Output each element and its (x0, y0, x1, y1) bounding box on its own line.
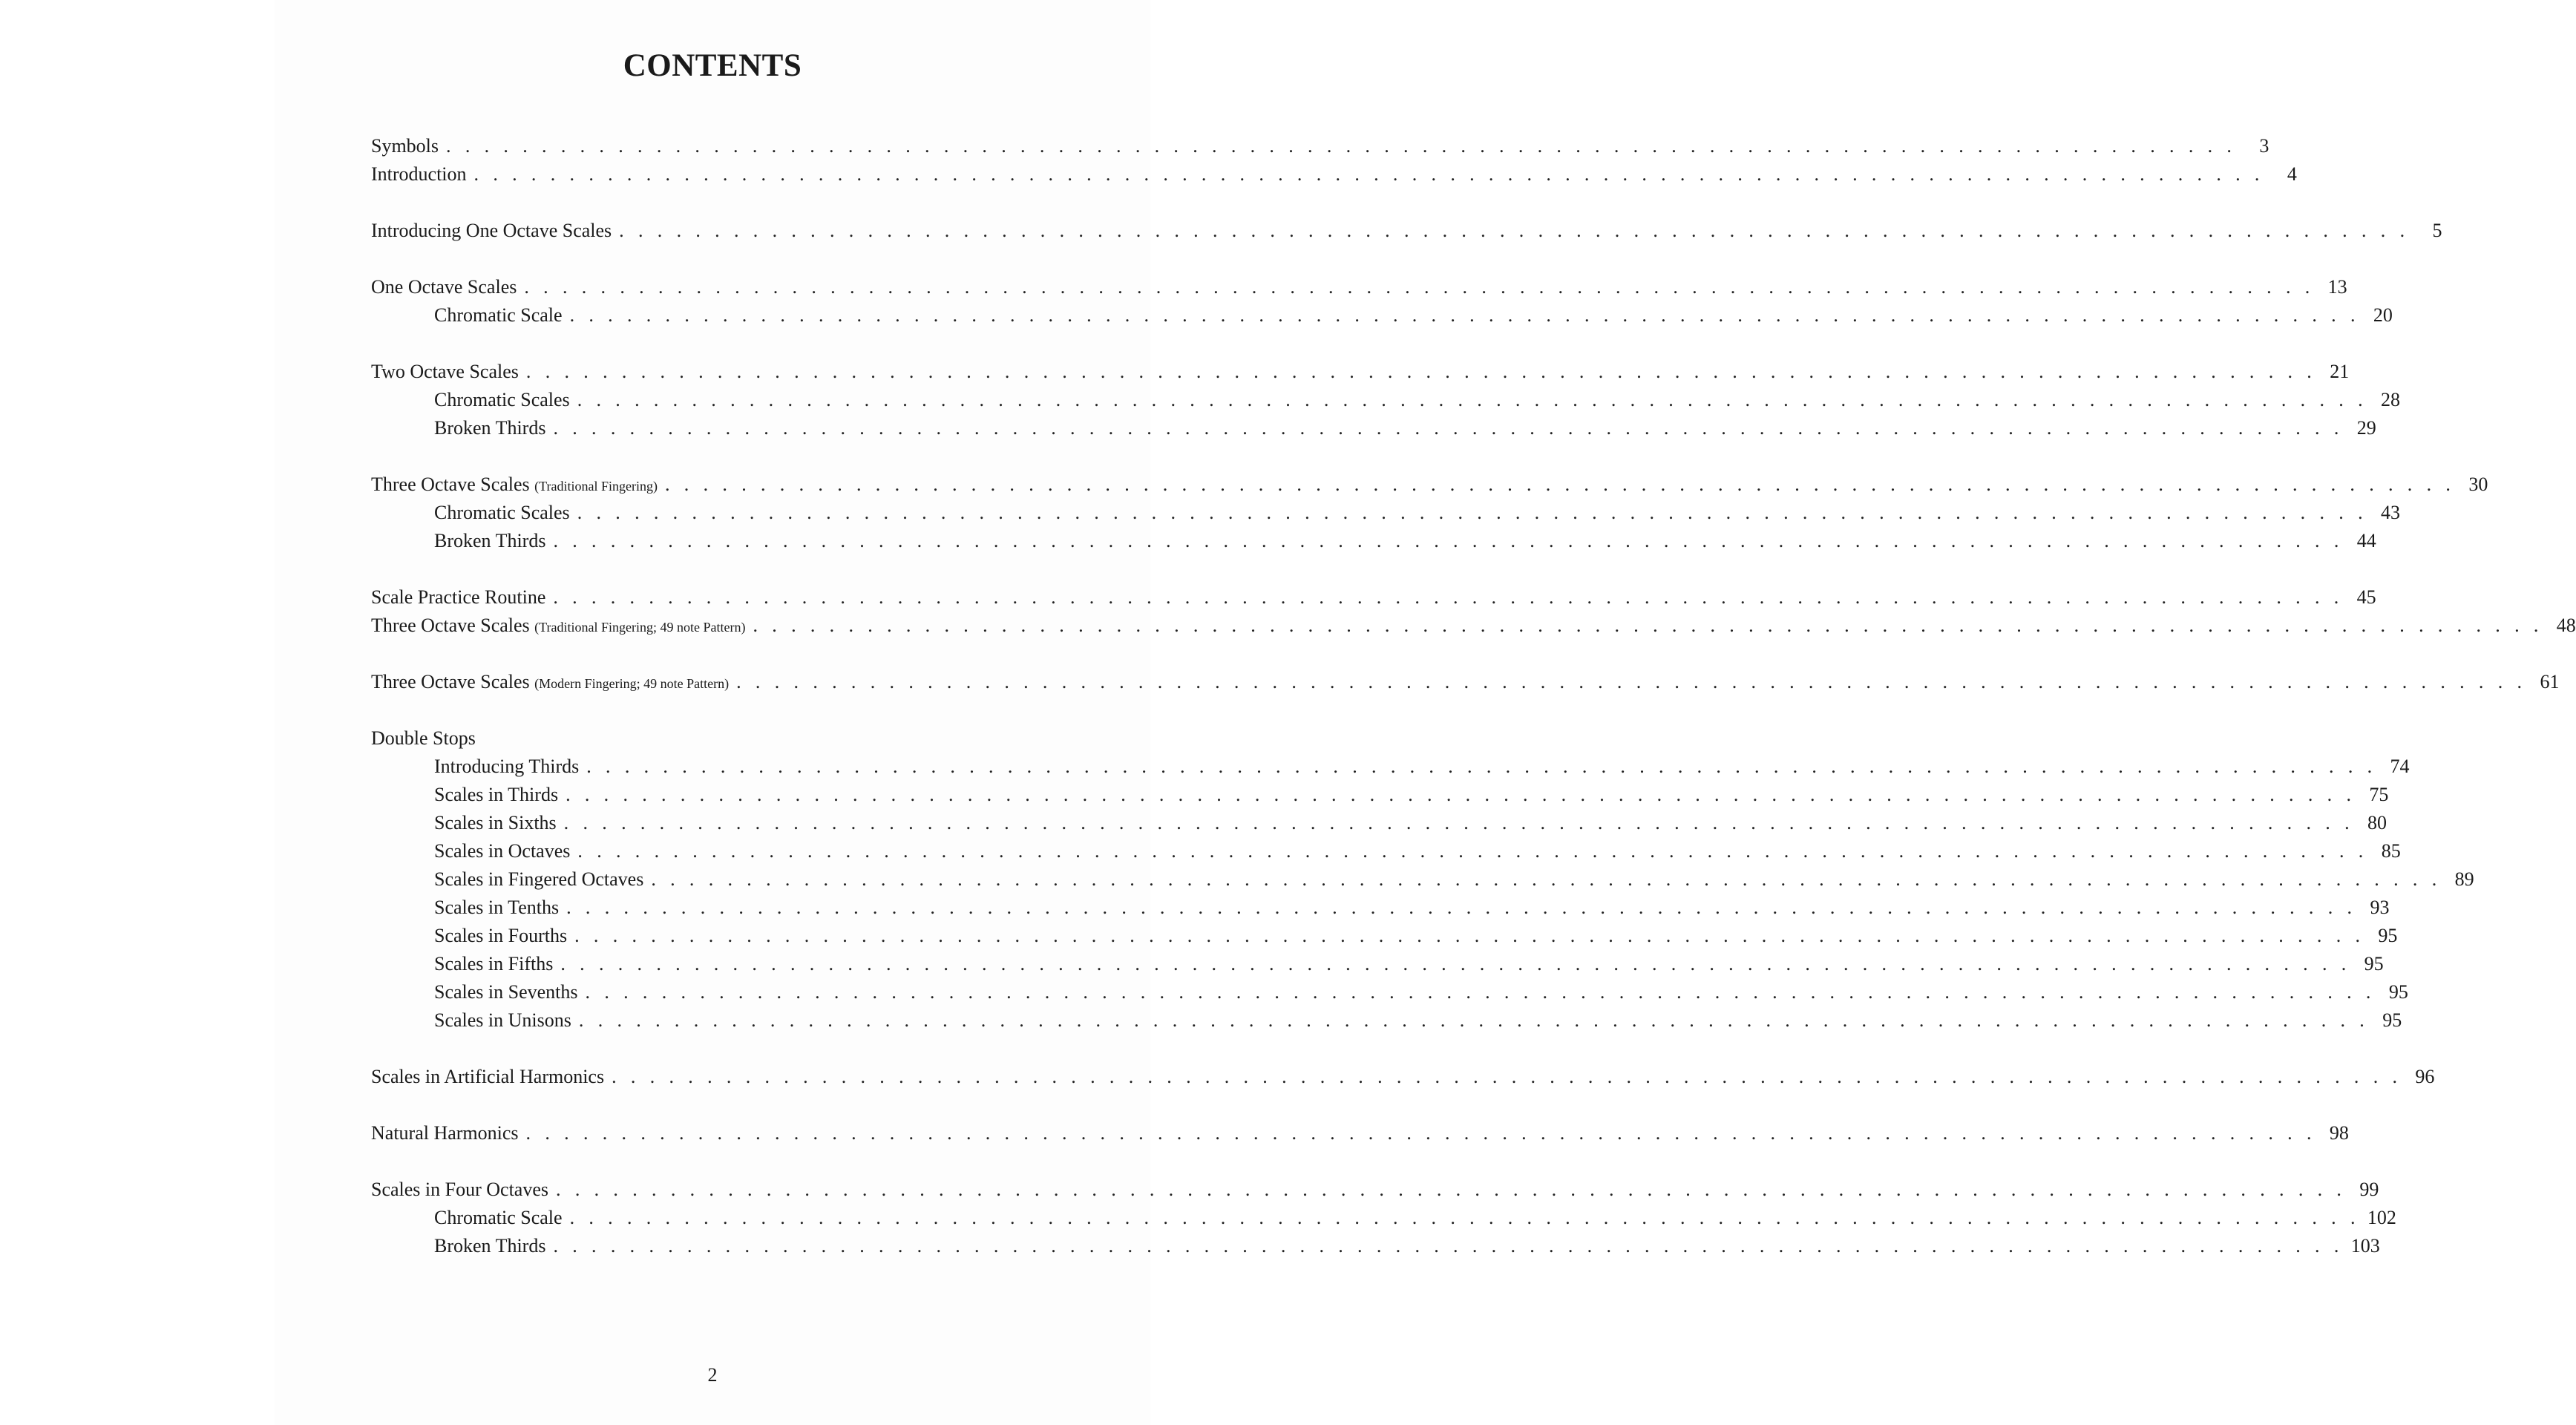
entry-page: 103 (2350, 1235, 2380, 1257)
dot-leader: . . . . . . . . . . . . . . . . . . . . . . . . . . . . . . . . . . . . . . . . . . . . . . . . . . . . . . . . . . . . . . . . . . . . . . . . . . . . . . . . . . . . . . . . . . . . . . (577, 502, 2367, 523)
entry-page: 48 (2556, 615, 2576, 636)
entry-title: Three Octave Scales (371, 615, 530, 636)
entry-page: 29 (2356, 417, 2376, 439)
entry-page: 5 (2432, 220, 2442, 241)
toc-subentry (371, 753, 2410, 781)
dot-leader: . . . . . . . . . . . . . . . . . . . . . . . . . . . . . . . . . . . . . . . . . . . . . . . . . . . . . . . . . . . . . . . . . . . . . . . . . . . . . . . . . . . . . . . . . . . . . . (651, 868, 2442, 890)
entry-label: Scales in Fifths (434, 953, 554, 974)
dot-leader: . . . . . . . . . . . . . . . . . . . . . . . . . . . . . . . . . . . . . . . . . . . . . . . . . . . . . . . . . . . . . . . . . . . . . . . . . . . . . . . . . . . . . . . . . . . . . . (553, 586, 2344, 608)
entry-page: 61 (2540, 671, 2560, 692)
page-title: CONTENTS (623, 48, 802, 83)
dot-leader: . . . . . . . . . . . . . . . . . . . . . . . . . . . . . . . . . . . . . . . . . . . . . . . . . . . . . . . . . . . . . . . . . . . . . . . . . . . . . . . . . . . . . . . . . . . . . . (473, 163, 2264, 185)
entry-label: Chromatic Scale (434, 1207, 563, 1228)
toc-entry (371, 1063, 2435, 1091)
toc-entry (371, 1176, 2379, 1204)
entry-label: Scales in Fourths (434, 925, 568, 946)
entry-label: Scales in Thirds (434, 784, 559, 805)
entry-note: (Traditional Fingering) (534, 479, 658, 494)
entry-label: Broken Thirds (434, 530, 546, 551)
entry-page: 75 (2369, 784, 2389, 805)
dot-leader: . . . . . . . . . . . . . . . . . . . . . . . . . . . . . . . . . . . . . . . . . . . . . . . . . . . . . . . . . . . . . . . . . . . . . . . . . . . . . . . . . . . . . . . . . . . . . . (563, 812, 2354, 833)
toc-entry (371, 668, 2560, 696)
dot-leader: . . . . . . . . . . . . . . . . . . . . . . . . . . . . . . . . . . . . . . . . . . . . . . . . . . . . . . . . . . . . . . . . . . . . . . . . . . . . . . . . . . . . . . . . . . . . . . (566, 897, 2357, 918)
entry-page: 74 (2390, 756, 2410, 777)
dot-leader: . . . . . . . . . . . . . . . . . . . . . . . . . . . . . . . . . . . . . . . . . . . . . . . . . . . . . . . . . . . . . . . . . . . . . . . . . . . . . . . . . . . . . . . . . . . . . . (524, 276, 2315, 298)
dot-leader: . . . . . . . . . . . . . . . . . . . . . . . . . . . . . . . . . . . . . . . . . . . . . . . . . . . . . . . . . . . . . . . . . . . . . . . . . . . . . . . . . . . . . . . . . . . . . . (569, 304, 2360, 326)
entry-page: 28 (2381, 389, 2400, 410)
dot-leader: . . . . . . . . . . . . . . . . . . . . . . . . . . . . . . . . . . . . . . . . . . . . . . . . . . . . . . . . . . . . . . . . . . . . . . . . . . . . . . . . . . . . . . . . . . . . . . (736, 671, 2527, 692)
entry-label: Introducing Thirds (434, 756, 580, 777)
toc-subentry (371, 1204, 2396, 1232)
toc-entry (371, 132, 2269, 160)
entry-label: Scales in Artificial Harmonics (371, 1066, 605, 1087)
toc-subentry (371, 499, 2400, 527)
dot-leader: . . . . . . . . . . . . . . . . . . . . . . . . . . . . . . . . . . . . . . . . . . . . . . . . . . . . . . . . . . . . . . . . . . . . . . . . . . . . . . . . . . . . . . . . . . . . . . (753, 615, 2543, 636)
toc-section-heading (371, 724, 1057, 753)
dot-leader: . . . . . . . . . . . . . . . . . . . . . . . . . . . . . . . . . . . . . . . . . . . . . . . . . . . . . . . . . . . . . . . . . . . . . . . . . . . . . . . . . . . . . . . . . . . . . . (665, 474, 2456, 495)
dot-leader: . . . . . . . . . . . . . . . . . . . . . . . . . . . . . . . . . . . . . . . . . . . . . . . . . . . . . . . . . . . . . . . . . . . . . . . . . . . . . . . . . . . . . . . . . . . . . . (525, 361, 2317, 382)
dot-leader: . . . . . . . . . . . . . . . . . . . . . . . . . . . . . . . . . . . . . . . . . . . . . . . . . . . . . . . . . . . . . . . . . . . . . . . . . . . . . . . . . . . . . . . . . . . . . . (560, 953, 2351, 974)
toc-subentry (371, 978, 2408, 1006)
entry-label: Introducing One Octave Scales (371, 220, 612, 241)
entry-page: 13 (2327, 276, 2347, 298)
dot-leader: . . . . . . . . . . . . . . . . . . . . . . . . . . . . . . . . . . . . . . . . . . . . . . . . . . . . . . . . . . . . . . . . . . . . . . . . . . . . . . . . . . . . . . . . . . . . . . (566, 784, 2356, 805)
entry-page: 43 (2381, 502, 2400, 523)
dot-leader: . . . . . . . . . . . . . . . . . . . . . . . . . . . . . . . . . . . . . . . . . . . . . . . . . . . . . . . . . . . . . . . . . . . . . . . . . . . . . . . . . . . . . . . . . . . . . . (612, 1066, 2402, 1087)
entry-label: Scales in Unisons (434, 1009, 571, 1031)
dot-leader: . . . . . . . . . . . . . . . . . . . . . . . . . . . . . . . . . . . . . . . . . . . . . . . . . . . . . . . . . . . . . . . . . . . . . . . . . . . . . . . . . . . . . . . . . . . . . . (574, 925, 2365, 946)
toc-subentry (371, 865, 2474, 894)
dot-leader: . . . . . . . . . . . . . . . . . . . . . . . . . . . . . . . . . . . . . . . . . . . . . . . . . . . . . . . . . . . . . . . . . . . . . . . . . . . . . . . . . . . . . . . . . . . . . . (569, 1207, 2360, 1228)
entry-label (371, 668, 729, 698)
entry-label: Natural Harmonics (371, 1122, 519, 1144)
toc-subentry (371, 301, 2393, 330)
entry-page: 98 (2329, 1122, 2349, 1144)
entry-label: Scales in Sixths (434, 812, 557, 833)
entry-label: Scales in Fingered Octaves (434, 868, 644, 890)
entry-page: 30 (2468, 474, 2488, 495)
entry-label: Chromatic Scale (434, 304, 563, 326)
entry-page: 4 (2287, 163, 2297, 185)
entry-title: Three Octave Scales (371, 474, 530, 495)
entry-label: Scales in Sevenths (434, 981, 578, 1003)
entry-page: 44 (2356, 530, 2376, 551)
dot-leader: . . . . . . . . . . . . . . . . . . . . . . . . . . . . . . . . . . . . . . . . . . . . . . . . . . . . . . . . . . . . . . . . . . . . . . . . . . . . . . . . . . . . . . . . . . . . . . (556, 1179, 2347, 1200)
entry-page: 95 (2378, 925, 2398, 946)
entry-label: Scales in Four Octaves (371, 1179, 549, 1200)
dot-leader: . . . . . . . . . . . . . . . . . . . . . . . . . . . . . . . . . . . . . . . . . . . . . . . . . . . . . . . . . . . . . . . . . . . . . . . . . . . . . . . . . . . . . . . . . . . . . . (586, 756, 2377, 777)
entry-page: 45 (2356, 586, 2376, 608)
entry-page: 85 (2381, 840, 2401, 862)
entry-page: 93 (2370, 897, 2390, 918)
entry-page: 102 (2367, 1207, 2396, 1228)
toc-subentry (371, 922, 2398, 950)
toc-subentry (371, 781, 2389, 809)
toc-entry (371, 471, 2488, 499)
entry-label: Two Octave Scales (371, 361, 519, 382)
page-number: 2 (707, 1364, 718, 1386)
table-of-contents (371, 132, 2576, 1260)
toc-subentry (371, 950, 2384, 978)
toc-entry (371, 583, 2376, 612)
entry-page: 95 (2388, 981, 2408, 1003)
entry-label: Symbols (371, 135, 439, 157)
entry-label: Scale Practice Routine (371, 586, 546, 608)
toc-entry (371, 160, 2297, 189)
toc-entry (371, 358, 2350, 386)
entry-note: (Modern Fingering; 49 note Pattern) (534, 676, 730, 691)
dot-leader: . . . . . . . . . . . . . . . . . . . . . . . . . . . . . . . . . . . . . . . . . . . . . . . . . . . . . . . . . . . . . . . . . . . . . . . . . . . . . . . . . . . . . . . . . . . . . . (619, 220, 2410, 241)
toc-entry (371, 217, 2442, 245)
entry-label: Broken Thirds (434, 1235, 546, 1257)
entry-page: 21 (2330, 361, 2350, 382)
entry-page: 89 (2454, 868, 2474, 890)
dot-leader: . . . . . . . . . . . . . . . . . . . . . . . . . . . . . . . . . . . . . . . . . . . . . . . . . . . . . . . . . . . . . . . . . . . . . . . . . . . . . . . . . . . . . . . . . . . . . . (553, 1235, 2344, 1257)
entry-title: Three Octave Scales (371, 671, 530, 692)
dot-leader: . . . . . . . . . . . . . . . . . . . . . . . . . . . . . . . . . . . . . . . . . . . . . . . . . . . . . . . . . . . . . . . . . . . . . . . . . . . . . . . . . . . . . . . . . . . . . . (577, 840, 2368, 862)
entry-label: Scales in Octaves (434, 840, 571, 862)
entry-label (371, 612, 745, 641)
dot-leader: . . . . . . . . . . . . . . . . . . . . . . . . . . . . . . . . . . . . . . . . . . . . . . . . . . . . . . . . . . . . . . . . . . . . . . . . . . . . . . . . . . . . . . . . . . . . . . (553, 530, 2344, 551)
dot-leader: . . . . . . . . . . . . . . . . . . . . . . . . . . . . . . . . . . . . . . . . . . . . . . . . . . . . . . . . . . . . . . . . . . . . . . . . . . . . . . . . . . . . . . . . . . . . . . (525, 1122, 2316, 1144)
entry-label: Broken Thirds (434, 417, 546, 439)
entry-note: (Traditional Fingering; 49 note Pattern) (534, 620, 746, 635)
toc-subentry (371, 414, 2376, 442)
toc-entry (371, 1119, 2349, 1147)
toc-subentry (371, 386, 2400, 414)
entry-label: Chromatic Scales (434, 389, 570, 410)
entry-label: Scales in Tenths (434, 897, 560, 918)
toc-entry (371, 612, 2576, 640)
entry-page: 3 (2259, 135, 2269, 157)
entry-page: 20 (2373, 304, 2393, 326)
dot-leader: . . . . . . . . . . . . . . . . . . . . . . . . . . . . . . . . . . . . . . . . . . . . . . . . . . . . . . . . . . . . . . . . . . . . . . . . . . . . . . . . . . . . . . . . . . . . . . (585, 981, 2376, 1003)
entry-label: Introduction (371, 163, 467, 185)
toc-entry (371, 273, 2347, 301)
dot-leader: . . . . . . . . . . . . . . . . . . . . . . . . . . . . . . . . . . . . . . . . . . . . . . . . . . . . . . . . . . . . . . . . . . . . . . . . . . . . . . . . . . . . . . . . . . . . . . (446, 135, 2237, 157)
toc-subentry (371, 527, 2376, 555)
entry-page: 99 (2359, 1179, 2379, 1200)
entry-label: Double Stops (371, 727, 476, 749)
toc-subentry (371, 894, 2390, 922)
entry-page: 80 (2367, 812, 2387, 833)
entry-label: One Octave Scales (371, 276, 517, 298)
dot-leader: . . . . . . . . . . . . . . . . . . . . . . . . . . . . . . . . . . . . . . . . . . . . . . . . . . . . . . . . . . . . . . . . . . . . . . . . . . . . . . . . . . . . . . . . . . . . . . (553, 417, 2344, 439)
dot-leader: . . . . . . . . . . . . . . . . . . . . . . . . . . . . . . . . . . . . . . . . . . . . . . . . . . . . . . . . . . . . . . . . . . . . . . . . . . . . . . . . . . . . . . . . . . . . . . (577, 389, 2367, 410)
dot-leader: . . . . . . . . . . . . . . . . . . . . . . . . . . . . . . . . . . . . . . . . . . . . . . . . . . . . . . . . . . . . . . . . . . . . . . . . . . . . . . . . . . . . . . . . . . . . . . (578, 1009, 2370, 1031)
entry-page: 96 (2415, 1066, 2435, 1087)
toc-subentry (371, 837, 2401, 865)
entry-label: Chromatic Scales (434, 502, 570, 523)
entry-label (371, 471, 658, 500)
toc-subentry (371, 1006, 2402, 1035)
entry-page: 95 (2364, 953, 2384, 974)
toc-subentry (371, 1232, 2380, 1260)
entry-page: 95 (2382, 1009, 2402, 1031)
toc-subentry (371, 809, 2387, 837)
